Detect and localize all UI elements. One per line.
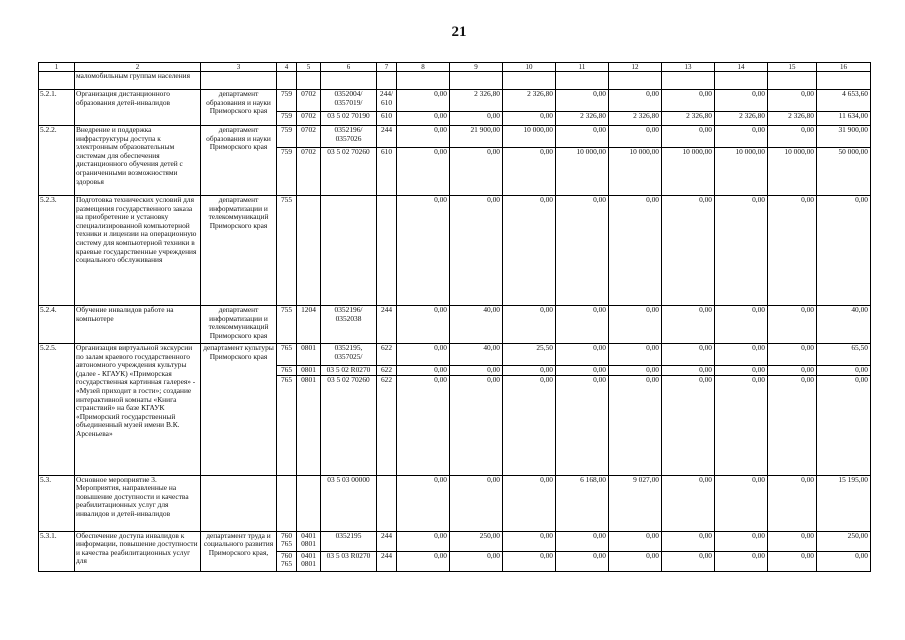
amount-cell: 0,00 — [662, 475, 715, 531]
amount-cell — [556, 72, 609, 90]
amount-cell: 0,00 — [715, 344, 768, 366]
item-name: Внедрение и поддержка инфраструктуры доступа к электронным образовательным системам для обеспечения дистанционного обучения детей с ограниченными возможностями здоровья — [75, 126, 201, 196]
amount-cell: 0,00 — [503, 196, 556, 306]
column-number: 8 — [397, 63, 450, 72]
grbs-code: 755 — [277, 306, 297, 344]
table-row — [39, 344, 871, 366]
vr-code — [377, 196, 397, 306]
item-number: 5.3. — [39, 475, 75, 531]
amount-cell: 0,00 — [556, 196, 609, 306]
amount-cell: 10 000,00 — [609, 148, 662, 196]
amount-cell: 0,00 — [503, 306, 556, 344]
rz-pr-code — [297, 196, 321, 306]
amount-cell: 250,00 — [450, 531, 503, 551]
rz-pr-code: 1204 — [297, 306, 321, 344]
column-number: 14 — [715, 63, 768, 72]
amount-cell: 0,00 — [715, 531, 768, 551]
amount-cell: 40,00 — [450, 344, 503, 366]
table-row — [39, 90, 871, 112]
amount-cell: 15 195,00 — [817, 475, 871, 531]
amount-cell: 2 326,80 — [662, 112, 715, 126]
rz-pr-code: 0401 0801 — [297, 551, 321, 571]
amount-cell: 0,00 — [450, 475, 503, 531]
amount-cell: 0,00 — [397, 551, 450, 571]
grbs-code: 755 — [277, 196, 297, 306]
amount-cell: 0,00 — [397, 475, 450, 531]
column-number: 4 — [277, 63, 297, 72]
grbs-code: 759 — [277, 126, 297, 148]
amount-cell: 21 900,00 — [450, 126, 503, 148]
amount-cell: 0,00 — [609, 90, 662, 112]
amount-cell: 0,00 — [503, 366, 556, 376]
page-number: 21 — [451, 24, 467, 40]
amount-cell: 0,00 — [768, 531, 817, 551]
csr-code: 0352004/ 0357019/ — [321, 90, 377, 112]
item-name: Основное мероприятие 3. Мероприятия, направленные на повышение доступности и качества реабилитационных услуг для инвалидов и детей-инвалидов — [75, 475, 201, 531]
column-number-row — [39, 63, 871, 72]
amount-cell: 0,00 — [817, 375, 871, 475]
vr-code: 244/ 610 — [377, 90, 397, 112]
amount-cell: 0,00 — [556, 366, 609, 376]
amount-cell: 0,00 — [715, 90, 768, 112]
amount-cell: 2 326,80 — [715, 112, 768, 126]
item-number: 5.3.1. — [39, 531, 75, 571]
column-number: 5 — [297, 63, 321, 72]
csr-code: 0352195, 0357025/ — [321, 344, 377, 366]
amount-cell: 0,00 — [715, 306, 768, 344]
column-number: 7 — [377, 63, 397, 72]
executor — [201, 475, 277, 531]
rz-pr-code: 0702 — [297, 112, 321, 126]
amount-cell: 0,00 — [397, 375, 450, 475]
grbs-code: 765 — [277, 375, 297, 475]
item-name: маломобильным группам населения — [75, 72, 201, 90]
amount-cell: 10 000,00 — [662, 148, 715, 196]
amount-cell: 0,00 — [397, 531, 450, 551]
amount-cell: 0,00 — [450, 112, 503, 126]
amount-cell: 0,00 — [817, 196, 871, 306]
csr-code: 0352196/ 0357026 — [321, 126, 377, 148]
column-number: 12 — [609, 63, 662, 72]
vr-code: 244 — [377, 531, 397, 551]
amount-cell: 0,00 — [817, 366, 871, 376]
item-number: 5.2.1. — [39, 90, 75, 126]
amount-cell — [609, 72, 662, 90]
amount-cell: 0,00 — [450, 375, 503, 475]
amount-cell: 25,50 — [503, 344, 556, 366]
vr-code: 610 — [377, 148, 397, 196]
amount-cell: 0,00 — [556, 90, 609, 112]
amount-cell: 0,00 — [715, 375, 768, 475]
rz-pr-code: 0401 0801 — [297, 531, 321, 551]
vr-code — [377, 72, 397, 90]
executor: департамент культуры Приморского края — [201, 344, 277, 476]
amount-cell: 2 326,80 — [450, 90, 503, 112]
amount-cell: 250,00 — [817, 531, 871, 551]
vr-code: 244 — [377, 126, 397, 148]
amount-cell: 0,00 — [662, 306, 715, 344]
amount-cell: 0,00 — [503, 112, 556, 126]
amount-cell: 2 326,80 — [556, 112, 609, 126]
vr-code: 622 — [377, 375, 397, 475]
amount-cell: 4 653,60 — [817, 90, 871, 112]
amount-cell: 0,00 — [662, 366, 715, 376]
amount-cell: 0,00 — [556, 531, 609, 551]
csr-code: 03 5 02 70190 — [321, 112, 377, 126]
rz-pr-code: 0702 — [297, 126, 321, 148]
amount-cell: 0,00 — [768, 90, 817, 112]
grbs-code: 759 — [277, 112, 297, 126]
amount-cell: 10 000,00 — [768, 148, 817, 196]
amount-cell: 0,00 — [556, 551, 609, 571]
item-number: 5.2.3. — [39, 196, 75, 306]
csr-code: 03 5 03 00000 — [321, 475, 377, 531]
rz-pr-code: 0801 — [297, 375, 321, 475]
amount-cell: 2 326,80 — [503, 90, 556, 112]
amount-cell: 0,00 — [450, 148, 503, 196]
column-number: 6 — [321, 63, 377, 72]
amount-cell: 0,00 — [556, 306, 609, 344]
csr-code — [321, 196, 377, 306]
amount-cell — [397, 72, 450, 90]
amount-cell: 2 326,80 — [609, 112, 662, 126]
rz-pr-code: 0801 — [297, 366, 321, 376]
amount-cell: 0,00 — [768, 475, 817, 531]
grbs-code — [277, 475, 297, 531]
executor: департамент информатизации и телекоммуникаций Приморского края — [201, 196, 277, 306]
amount-cell: 0,00 — [662, 196, 715, 306]
amount-cell: 0,00 — [715, 475, 768, 531]
vr-code — [377, 475, 397, 531]
amount-cell: 0,00 — [609, 375, 662, 475]
executor — [201, 72, 277, 90]
amount-cell: 40,00 — [817, 306, 871, 344]
rz-pr-code: 0702 — [297, 90, 321, 112]
rz-pr-code: 0702 — [297, 148, 321, 196]
executor: департамент труда и социального развития Приморского края, — [201, 531, 277, 571]
amount-cell: 0,00 — [397, 306, 450, 344]
amount-cell: 11 634,00 — [817, 112, 871, 126]
amount-cell: 0,00 — [609, 531, 662, 551]
amount-cell — [450, 72, 503, 90]
table-row — [39, 531, 871, 551]
amount-cell: 0,00 — [817, 551, 871, 571]
amount-cell: 0,00 — [662, 551, 715, 571]
csr-code: 03 5 03 R0270 — [321, 551, 377, 571]
amount-cell: 0,00 — [768, 551, 817, 571]
csr-code — [321, 72, 377, 90]
amount-cell: 0,00 — [715, 366, 768, 376]
amount-cell: 6 168,00 — [556, 475, 609, 531]
table-row — [39, 196, 871, 306]
csr-code: 0352196/ 0352038 — [321, 306, 377, 344]
table-row — [39, 306, 871, 344]
grbs-code: 760 765 — [277, 551, 297, 571]
amount-cell: 0,00 — [397, 196, 450, 306]
vr-code: 244 — [377, 551, 397, 571]
grbs-code: 759 — [277, 148, 297, 196]
item-name: Организация дистанционного образования детей-инвалидов — [75, 90, 201, 126]
table-row — [39, 126, 871, 148]
amount-cell: 10 000,00 — [715, 148, 768, 196]
item-number — [39, 72, 75, 90]
column-number: 16 — [817, 63, 871, 72]
amount-cell: 0,00 — [609, 306, 662, 344]
amount-cell: 0,00 — [556, 344, 609, 366]
amount-cell: 0,00 — [609, 196, 662, 306]
amount-cell: 9 027,00 — [609, 475, 662, 531]
rz-pr-code: 0801 — [297, 344, 321, 366]
amount-cell: 65,50 — [817, 344, 871, 366]
item-name: Подготовка технических условий для размещения государственного заказа на приобретение и установку специализированной компьютерной техники и лицензии на операционную систему для компьютерной техники в краевые государственные учреждения социального обслуживания — [75, 196, 201, 306]
item-name: Организация виртуальной экскурсии по залам краевого государственного автономного учреждения культуры (далее - КГАУК) «Приморская государственная картинная галерея» - «Музей приходит в гости»; создание интерактивной комнаты «Книга странствий» на базе КГАУК «Приморский государственный объединенный музей имени В.К. Арсеньева» — [75, 344, 201, 476]
amount-cell: 50 000,00 — [817, 148, 871, 196]
amount-cell: 0,00 — [397, 344, 450, 366]
item-number: 5.2.4. — [39, 306, 75, 344]
amount-cell: 0,00 — [662, 126, 715, 148]
amount-cell: 10 000,00 — [503, 126, 556, 148]
grbs-code: 765 — [277, 366, 297, 376]
amount-cell: 40,00 — [450, 306, 503, 344]
column-number: 10 — [503, 63, 556, 72]
amount-cell: 0,00 — [503, 551, 556, 571]
amount-cell: 0,00 — [503, 148, 556, 196]
amount-cell: 0,00 — [503, 531, 556, 551]
amount-cell: 0,00 — [768, 344, 817, 366]
amount-cell: 0,00 — [662, 344, 715, 366]
rz-pr-code — [297, 72, 321, 90]
amount-cell: 10 000,00 — [556, 148, 609, 196]
amount-cell: 0,00 — [397, 90, 450, 112]
amount-cell: 0,00 — [609, 551, 662, 571]
amount-cell: 0,00 — [450, 366, 503, 376]
amount-cell: 0,00 — [715, 126, 768, 148]
amount-cell: 0,00 — [397, 148, 450, 196]
csr-code: 03 5 02 R0270 — [321, 366, 377, 376]
amount-cell — [715, 72, 768, 90]
amount-cell: 0,00 — [662, 90, 715, 112]
amount-cell: 0,00 — [768, 126, 817, 148]
amount-cell: 0,00 — [397, 126, 450, 148]
amount-cell: 0,00 — [556, 375, 609, 475]
amount-cell: 0,00 — [662, 375, 715, 475]
budget-table — [38, 62, 871, 572]
column-number: 11 — [556, 63, 609, 72]
amount-cell: 0,00 — [397, 366, 450, 376]
amount-cell: 0,00 — [662, 531, 715, 551]
column-number: 3 — [201, 63, 277, 72]
amount-cell: 0,00 — [503, 375, 556, 475]
csr-code: 0352195 — [321, 531, 377, 551]
grbs-code: 765 — [277, 344, 297, 366]
amount-cell: 2 326,80 — [768, 112, 817, 126]
amount-cell: 0,00 — [556, 126, 609, 148]
column-number: 13 — [662, 63, 715, 72]
amount-cell: 0,00 — [609, 366, 662, 376]
table-row — [39, 475, 871, 531]
amount-cell: 0,00 — [397, 112, 450, 126]
grbs-code: 759 — [277, 90, 297, 112]
grbs-code — [277, 72, 297, 90]
vr-code: 622 — [377, 344, 397, 366]
amount-cell — [817, 72, 871, 90]
item-name: Обеспечение доступа инвалидов к информации, повышение доступности и качества реабилитационных услуг для — [75, 531, 201, 571]
amount-cell: 0,00 — [768, 375, 817, 475]
executor: департамент образования и науки Приморского края — [201, 126, 277, 196]
column-number: 15 — [768, 63, 817, 72]
column-number: 2 — [75, 63, 201, 72]
amount-cell: 0,00 — [768, 366, 817, 376]
amount-cell: 0,00 — [768, 196, 817, 306]
amount-cell — [503, 72, 556, 90]
amount-cell: 0,00 — [609, 126, 662, 148]
amount-cell: 0,00 — [450, 551, 503, 571]
amount-cell — [662, 72, 715, 90]
rz-pr-code — [297, 475, 321, 531]
vr-code: 622 — [377, 366, 397, 376]
table-row — [39, 72, 871, 90]
amount-cell: 0,00 — [503, 475, 556, 531]
amount-cell: 0,00 — [715, 196, 768, 306]
csr-code: 03 5 02 70260 — [321, 375, 377, 475]
column-number: 9 — [450, 63, 503, 72]
amount-cell: 0,00 — [609, 344, 662, 366]
amount-cell: 0,00 — [450, 196, 503, 306]
item-name: Обучение инвалидов работе на компьютере — [75, 306, 201, 344]
item-number: 5.2.2. — [39, 126, 75, 196]
amount-cell — [768, 72, 817, 90]
amount-cell: 0,00 — [715, 551, 768, 571]
vr-code: 610 — [377, 112, 397, 126]
executor: департамент образования и науки Приморского края — [201, 90, 277, 126]
executor: департамент информатизации и телекоммуникаций Приморского края — [201, 306, 277, 344]
item-number: 5.2.5. — [39, 344, 75, 476]
vr-code: 244 — [377, 306, 397, 344]
amount-cell: 0,00 — [768, 306, 817, 344]
amount-cell: 31 900,00 — [817, 126, 871, 148]
column-number: 1 — [39, 63, 75, 72]
csr-code: 03 5 02 70260 — [321, 148, 377, 196]
grbs-code: 760 765 — [277, 531, 297, 551]
